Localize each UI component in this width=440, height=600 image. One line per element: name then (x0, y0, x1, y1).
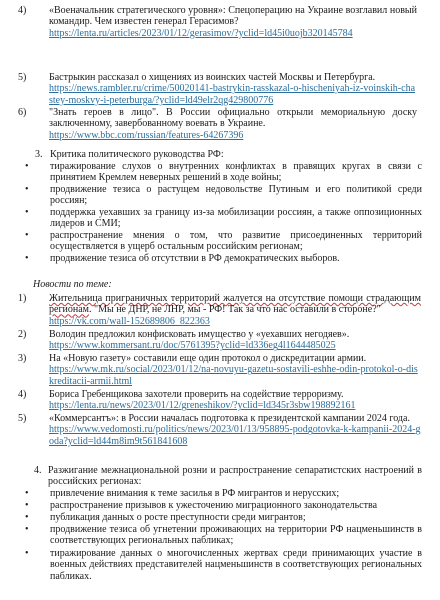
item-text: «Коммерсантъ»: в России началась подготовка к президентской кампании 2024 года. (49, 413, 410, 424)
item-number: 4) (18, 5, 27, 16)
news-link[interactable]: https://www.bbc.com/russian/features-64267396 (49, 129, 244, 141)
top-list-item (18, 107, 417, 141)
news-link[interactable]: https://www.kommersant.ru/doc/5761395?yclid=ld336eg4l1644485025 (49, 340, 336, 352)
item-number: 4) (18, 389, 27, 400)
news-item (18, 293, 421, 327)
section-number: 3. (35, 149, 43, 160)
top-list-item (18, 72, 417, 106)
bullet-item: • тиражирование слухов о внутренних конфликтах в правящих кругах в связи с принятием Кремлем неверных решений в ходе войны; (50, 161, 422, 184)
item-text: "Знать героев в лицо". В России официально открыли мемориальную доску заключенному, завербованному воевать в Украине. (49, 107, 417, 130)
item-number: 5) (18, 413, 27, 424)
bullet-item: • продвижение тезиса об угнетении проживающих на территории РФ нацменьшинств в соответствующих региональных пабликах; (50, 524, 422, 547)
item-number: 3) (18, 353, 27, 364)
bullet-item: • продвижение тезиса о растущем недовольстве Путиным и его политикой среди россиян; (50, 184, 422, 207)
section-3-heading (35, 149, 422, 160)
item-number: 1) (18, 293, 27, 304)
item-text: . "Мы не ДНР, не ЛНР, мы - РФ! Так за что нас оставили в стороне?" (89, 304, 381, 316)
item-number: 6) (18, 107, 27, 118)
news-heading: Новости по теме: (33, 279, 112, 290)
item-number: 2) (18, 329, 27, 340)
news-item (18, 329, 421, 352)
section-4-heading (34, 465, 422, 488)
news-item (18, 353, 421, 387)
news-link[interactable]: https://news.rambler.ru/crime/50020141-bastrykin-rasskazal-o-hischeniyah-iz-voinskih-chastey-moskvy-i-peterburga/?yclid=ld49elr2qg429800776 (49, 83, 416, 106)
bullet-item: • тиражирование данных о многочисленных жертвах среди принимающих участие в военных действиях представителей нацменьшинств в соответствующих региональных пабликах. (50, 548, 422, 582)
bullet-item: • привлечение внимания к теме засилья в РФ мигрантов и нерусских; (50, 488, 422, 499)
news-link[interactable]: https://www.mk.ru/social/2023/01/12/na-novuyu-gazetu-sostavili-eshhe-odin-protokol-o-diskreditacii-armii.html (49, 364, 418, 387)
item-text-underlined: Жительница приграничных территорий жалуется на отсутствие помощи страдающим регионам (49, 293, 421, 316)
bullet-item: • поддержка уехавших за границу из-за мобилизации россиян, а также оппозиционных лидеров и СМИ; (50, 207, 422, 230)
top-list-item (18, 5, 417, 39)
bullet-item: • продвижение тезиса об отсутствии в РФ демократических выборов. (50, 253, 422, 264)
item-text: Володин предложил конфисковать имущество у «уехавших негодяев». (49, 329, 350, 340)
news-link[interactable]: https://lenta.ru/articles/2023/01/12/gerasimov/?yclid=ld45i0uojb320145784 (49, 27, 353, 39)
bullet-item: • публикация данных о росте преступности среди мигрантов; (50, 512, 422, 523)
section-title: Разжигание межнациональной розни и распространение сепаратистских настроений в российских регионах: (48, 465, 422, 488)
news-link[interactable]: https://vk.com/wall-152689806_822363 (49, 315, 210, 327)
item-text: Бориса Гребенщикова захотели проверить на содействие терроризму. (49, 389, 344, 400)
news-item (18, 413, 421, 447)
item-text: «Военачальник стратегического уровня»: Спецоперацию на Украине возглавил новый командир. Чем известен генерал Герасимов? (49, 5, 417, 28)
bullet-item: • распространение мнения о том, что развитие присоединенных территорий осуществляется в ущерб остальным российским регионам; (50, 230, 422, 253)
section-title: Критика политического руководства РФ: (50, 149, 224, 160)
news-link[interactable]: https://www.vedomosti.ru/politics/news/2023/01/13/958895-podgotovka-k-kampanii-2024-goda?yclid=ld44m8im9t561841608 (49, 424, 421, 447)
item-text: На «Новую газету» составили еще один протокол о дискредитации армии. (49, 353, 367, 364)
news-item (18, 389, 421, 412)
bullet-item: • распространение призывов к ужесточению миграционного законодательства (50, 500, 422, 511)
item-number: 5) (18, 72, 27, 83)
section-number: 4. (34, 465, 42, 476)
news-link[interactable]: https://lenta.ru/news/2023/01/12/greneshikov/?yclid=ld345r3sbw198892161 (49, 400, 356, 412)
item-text: Бастрыкин рассказал о хищениях из воинских частей Москвы и Петербурга. (49, 72, 376, 83)
